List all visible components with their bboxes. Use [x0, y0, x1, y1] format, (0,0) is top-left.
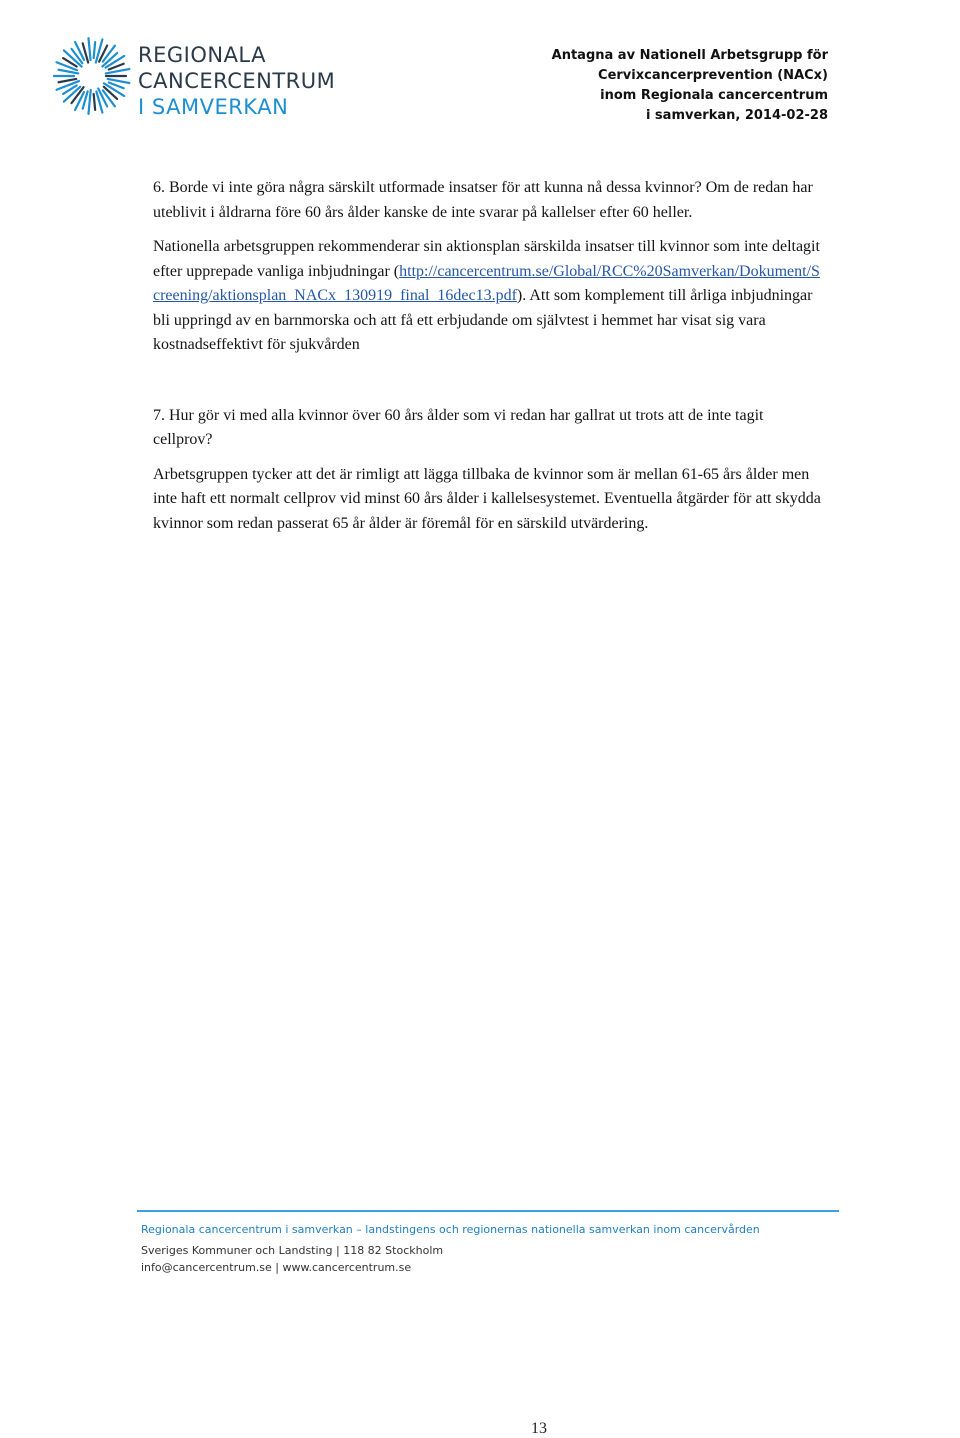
rcc-logo — [52, 36, 336, 126]
question-7: 7. Hur gör vi med alla kvinnor över 60 års ålder som vi redan har gallrat ut trots att de inte tagit cellprov? — [153, 406, 764, 448]
document-body — [153, 176, 823, 536]
logo-line-3: I SAMVERKAN — [138, 95, 289, 119]
answer-7: Arbetsgruppen tycker att det är rimligt att lägga tillbaka de kvinnor som är mellan 61-65 års ålder men inte haft ett normalt cellprov vid minst 60 års ålder i kallelsesystemet. Eventuella åtgärder för att skydda kvinnor som redan passerat 65 år ålder är föremål för en särskild utvärdering. — [153, 465, 821, 532]
footer — [141, 1221, 760, 1276]
answer-6 — [153, 235, 823, 358]
question-6: 6. Borde vi inte göra några särskilt utformade insatser för att kunna nå dessa kvinnor? Om de redan har uteblivit i åldrarna före 60 års ålder kanske de inte svarar på kallelser efter 60 heller. — [153, 179, 813, 221]
logo-line-2: CANCERCENTRUM — [138, 69, 336, 93]
action-plan-link[interactable]: http://cancercentrum.se/Global/RCC%20Samverkan/Dokument/Screening/aktionsplan_NACx_130919_final_16dec13.pdf — [153, 262, 820, 304]
answer-6-rest: ). Att som komplement till årliga inbjudningar bli uppringd av en barnmorska och att få ett erbjudande om självtest i hemmet har visat sig vara kostnadseffektivt för sjukvården — [153, 287, 813, 353]
footer-contact: info@cancercentrum.se | www.cancercentrum.se — [141, 1261, 412, 1274]
logo-line-1: REGIONALA — [138, 43, 266, 67]
approval-line-2: Cervixcancerprevention (NACx) — [598, 68, 828, 83]
approval-line-4: i samverkan, 2014-02-28 — [645, 108, 828, 123]
logo-wordmark — [138, 42, 335, 120]
answer-6-intro: Nationella arbetsgruppen rekommenderar sin aktionsplan särskilda insatser till kvinnor som inte deltagit efter upprepade vanliga inbjudningar ( — [153, 238, 820, 280]
approval-line-3: inom Regionala cancercentrum — [600, 88, 828, 103]
approval-note — [528, 46, 828, 126]
approval-line-1: Antagna av Nationell Arbetsgrupp för — [551, 48, 828, 63]
page-number: 13 — [531, 1420, 547, 1437]
sunburst-logo-icon — [52, 36, 132, 116]
footer-divider — [137, 1210, 839, 1212]
footer-address: Sveriges Kommuner och Landsting | 118 82 Stockholm — [141, 1244, 444, 1257]
footer-title: Regionala cancercentrum i samverkan – landstingens och regionernas nationella samverkan inom cancervården — [141, 1223, 760, 1236]
